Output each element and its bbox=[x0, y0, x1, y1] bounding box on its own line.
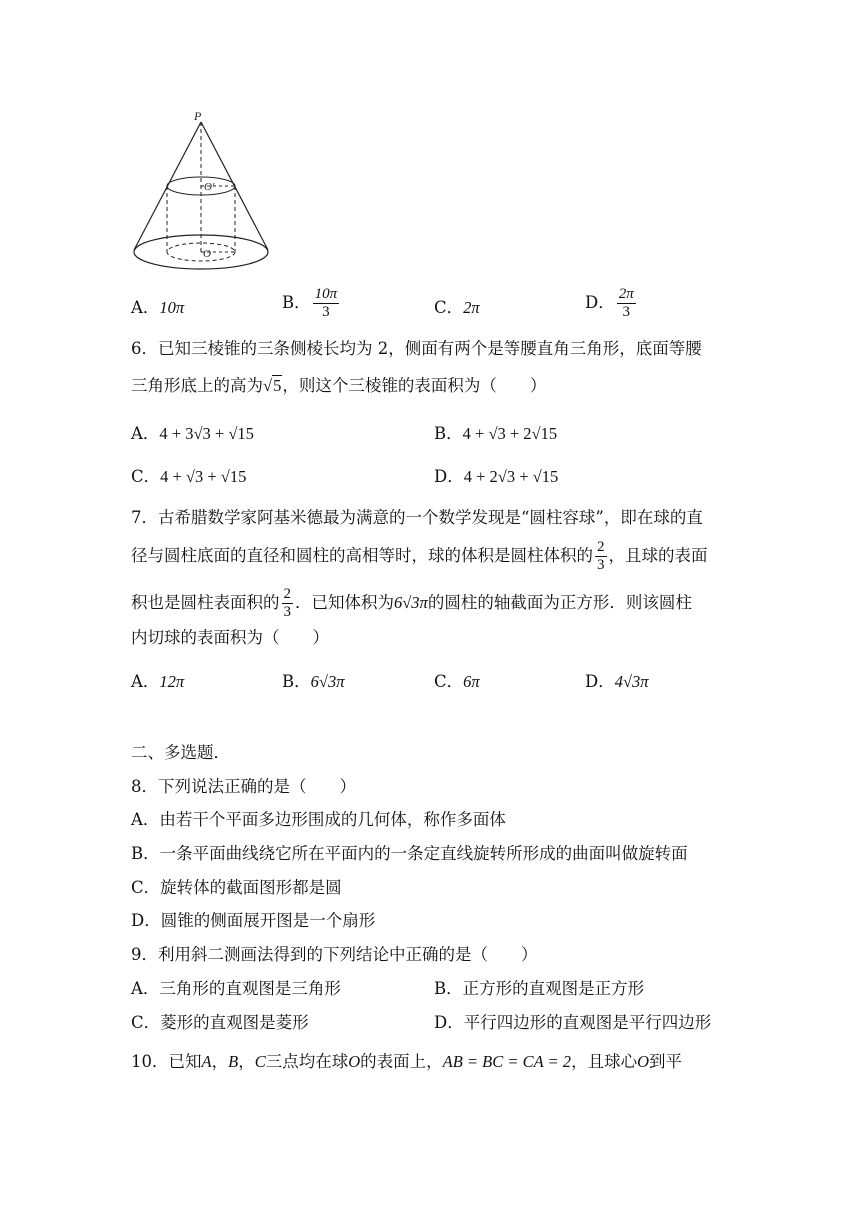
q10-stem: 10．已知A，B，C三点均在球O的表面上，AB = BC = CA = 2，且球心O到平 bbox=[131, 1052, 682, 1071]
q6-stem-line2: 三角形底上的高为√5，则这个三棱锥的表面积为（ ） bbox=[131, 376, 547, 395]
q7-stem-line1: 7．古希腊数学家阿基米德最为满意的一个数学发现是“圆柱容球”，即在球的直 bbox=[131, 508, 703, 527]
q7-stem-line3: 积也是圆柱表面积的 $\frac{2}{3}$ ．已知体积为6√3π的圆柱的轴截面为正方形．则该圆柱 bbox=[131, 586, 692, 620]
q8-option-c: C．旋转体的截面图形都是圆 bbox=[131, 878, 342, 897]
q9-option-b: B．正方形的直观图是正方形 bbox=[434, 979, 645, 998]
q8-stem: 8．下列说法正确的是（ ） bbox=[131, 777, 356, 796]
q8-option-b: B．一条平面曲线绕它所在平面内的一条定直线旋转所形成的曲面叫做旋转面 bbox=[131, 844, 688, 863]
q9-option-a: A．三角形的直观图是三角形 bbox=[131, 979, 341, 998]
top-center-label: O' bbox=[204, 181, 215, 193]
section-title: 二、多选题． bbox=[131, 743, 230, 762]
cone-cylinder-figure bbox=[128, 110, 278, 278]
q6-option-d: D．4 + 2√3 + √15 bbox=[434, 467, 559, 486]
q7-option-a: A．12π bbox=[131, 672, 185, 691]
q6-option-b: B．4 + √3 + 2√15 bbox=[434, 424, 558, 443]
q5-option-a: A．10π bbox=[131, 298, 185, 317]
q6-option-a: A．4 + 3√3 + √15 bbox=[131, 424, 254, 443]
base-center-label: O bbox=[203, 248, 211, 260]
q7-stem-line2: 径与圆柱底面的直径和圆柱的高相等时，球的体积是圆柱体积的 $\frac{2}{3}$ ，且球的表面 bbox=[131, 539, 708, 573]
q6-stem-line1: 6．已知三棱锥的三条侧棱长均为 2，侧面有两个是等腰直角三角形，底面等腰 bbox=[131, 339, 702, 358]
q8-option-d: D．圆锥的侧面展开图是一个扇形 bbox=[131, 911, 376, 930]
q9-stem: 9．利用斜二测画法得到的下列结论中正确的是（ ） bbox=[131, 945, 538, 964]
q7-option-c: C．6π bbox=[434, 672, 480, 691]
q7-stem-line4: 内切球的表面积为（ ） bbox=[131, 628, 329, 647]
q9-option-d: D．平行四边形的直观图是平行四边形 bbox=[434, 1013, 712, 1032]
q8-option-a: A．由若干个平面多边形围成的几何体，称作多面体 bbox=[131, 810, 506, 829]
q7-option-b: B．6√3π bbox=[282, 672, 345, 691]
q5-option-c: C．2π bbox=[434, 298, 480, 317]
q9-option-c: C．菱形的直观图是菱形 bbox=[131, 1013, 309, 1032]
apex-label: P bbox=[194, 110, 202, 123]
q6-option-c: C．4 + √3 + √15 bbox=[131, 467, 247, 486]
q7-option-d: D．4√3π bbox=[585, 672, 649, 691]
q5-option-d: D． $\frac{2\pi}{3}$ bbox=[585, 286, 634, 320]
q5-option-b: B． $\frac{10\pi}{3}$ bbox=[282, 286, 338, 320]
